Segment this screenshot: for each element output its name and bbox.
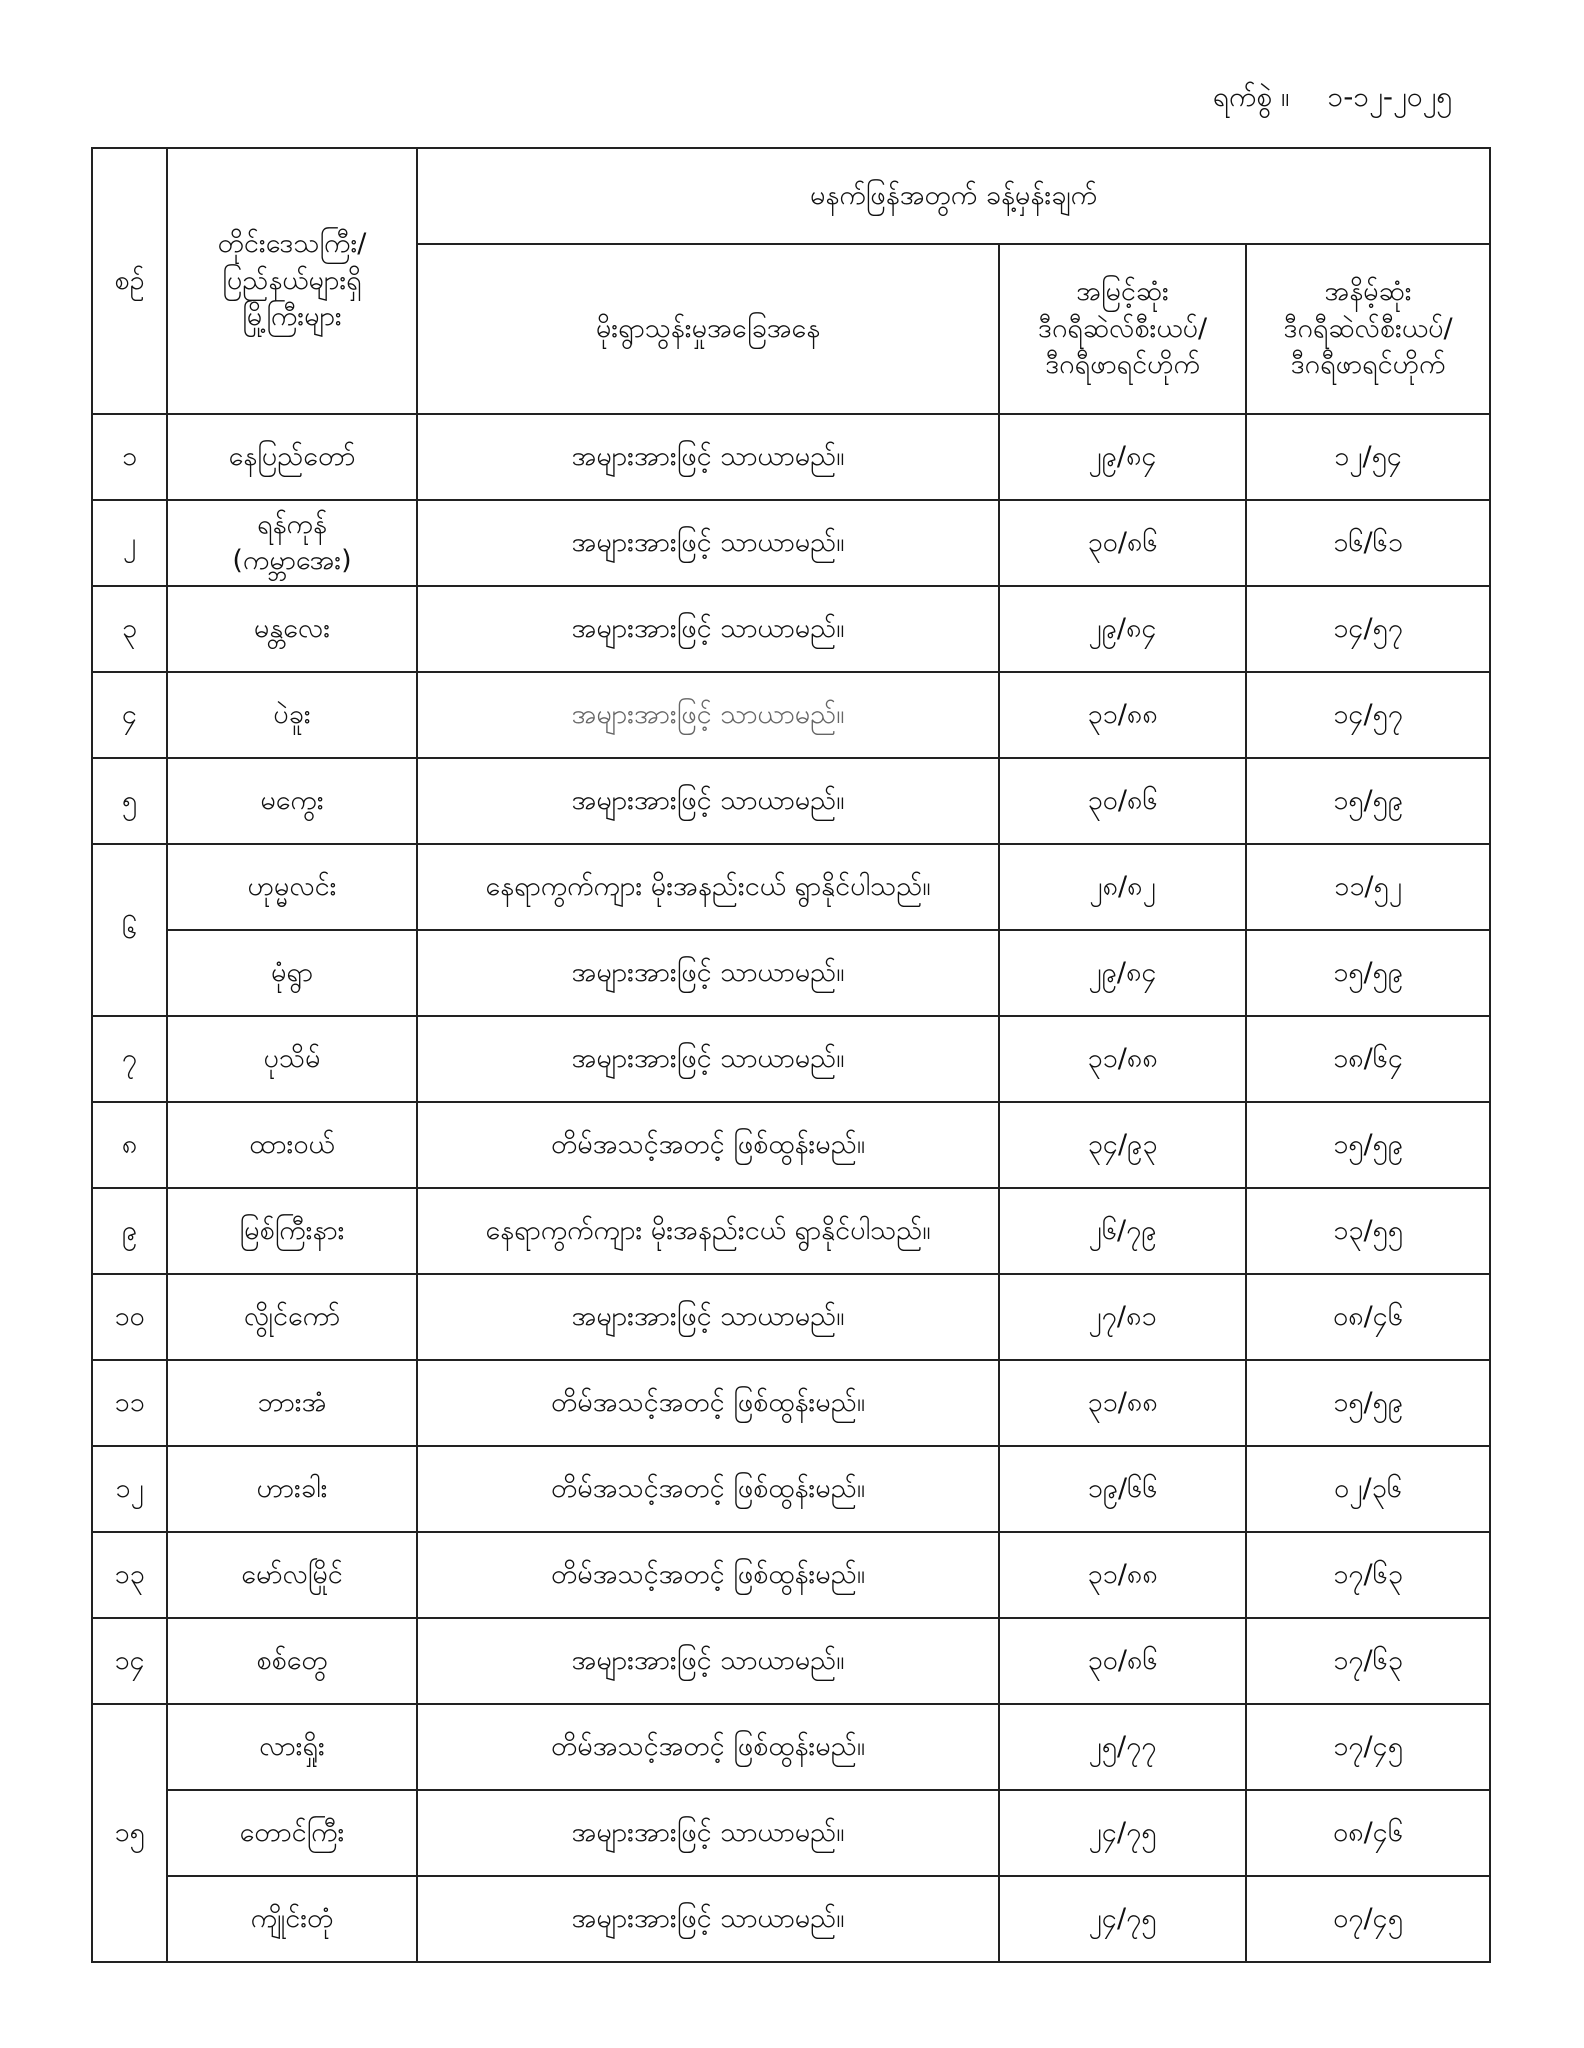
cell-max-temp: ၂၄/၇၅ — [999, 1790, 1246, 1876]
cell-min-temp: ၁၈/၆၄ — [1246, 1016, 1490, 1102]
city-name: မုံရွာ — [270, 956, 314, 988]
header-forecast-group: မနက်ဖြန်အတွက် ခန့်မှန်းချက် — [417, 148, 1490, 244]
table-row — [92, 586, 1490, 672]
city-name: ကျိုင်းတုံ — [250, 1902, 334, 1934]
table-row — [92, 930, 1490, 1016]
city-name: ဘားအံ — [257, 1386, 327, 1418]
cell-rain-condition: နေရာကွက်ကျား မိုးအနည်းငယ် ရွာနိုင်ပါသည်။ — [417, 1188, 999, 1274]
cell-rain-condition: အများအားဖြင့် သာယာမည်။ — [417, 1016, 999, 1102]
cell-min-temp: ၀၈/၄၆ — [1246, 1790, 1490, 1876]
cell-min-temp: ၁၄/၅၇ — [1246, 586, 1490, 672]
cell-rain-condition: တိမ်အသင့်အတင့် ဖြစ်ထွန်းမည်။ — [417, 1102, 999, 1188]
table-row — [92, 1360, 1490, 1446]
cell-min-temp: ၁၃/၅၅ — [1246, 1188, 1490, 1274]
cell-city — [167, 414, 417, 500]
cell-rain-condition: အများအားဖြင့် သာယာမည်။ — [417, 930, 999, 1016]
table-row — [92, 1016, 1490, 1102]
cell-min-temp: ၁၅/၅၉ — [1246, 758, 1490, 844]
city-subname: (ကမ္ဘာအေး) — [232, 545, 352, 576]
cell-rain-condition: နေရာကွက်ကျား မိုးအနည်းငယ် ရွာနိုင်ပါသည်။ — [417, 844, 999, 930]
table-row — [92, 1790, 1490, 1876]
cell-max-temp: ၃၀/၈၆ — [999, 758, 1246, 844]
header-city: တိုင်းဒေသကြီး/ ပြည်နယ်များရှိ မြို့ကြီးများ — [167, 148, 417, 414]
cell-min-temp: ၁၅/၅၉ — [1246, 930, 1490, 1016]
city-name: လားရှိုး — [259, 1730, 325, 1762]
cell-city — [167, 672, 417, 758]
cell-serial-number: ၈ — [92, 1102, 167, 1188]
cell-min-temp: ၀၈/၄၆ — [1246, 1274, 1490, 1360]
cell-city — [167, 844, 417, 930]
cell-city — [167, 758, 417, 844]
city-name: ရန်ကုန် — [257, 508, 327, 540]
cell-min-temp: ၁၁/၅၂ — [1246, 844, 1490, 930]
city-name: ပုသိမ် — [263, 1042, 321, 1074]
table-row — [92, 1618, 1490, 1704]
cell-city — [167, 1704, 417, 1790]
cell-rain-condition: အများအားဖြင့် သာယာမည်။ — [417, 1618, 999, 1704]
weather-forecast-table — [91, 147, 1491, 1963]
city-name: စစ်တွေ — [256, 1644, 328, 1676]
cell-max-temp: ၃၁/၈၈ — [999, 1360, 1246, 1446]
city-name: မကွေး — [260, 784, 324, 816]
city-name: လွိုင်ကော် — [243, 1300, 341, 1332]
cell-max-temp: ၂၄/၇၅ — [999, 1876, 1246, 1962]
cell-max-temp: ၃၄/၉၃ — [999, 1102, 1246, 1188]
cell-rain-condition: တိမ်အသင့်အတင့် ဖြစ်ထွန်းမည်။ — [417, 1704, 999, 1790]
city-name: ထားဝယ် — [249, 1128, 335, 1160]
cell-max-temp: ၂၉/၈၄ — [999, 930, 1246, 1016]
table-row — [92, 414, 1490, 500]
cell-rain-condition: အများအားဖြင့် သာယာမည်။ — [417, 1790, 999, 1876]
table-row — [92, 1274, 1490, 1360]
cell-serial-number: ၅ — [92, 758, 167, 844]
date-value: ၁-၁၂-၂၀၂၅ — [1327, 80, 1452, 113]
cell-serial-number: ၄ — [92, 672, 167, 758]
cell-city — [167, 1360, 417, 1446]
cell-city — [167, 586, 417, 672]
city-name: ဟားခါး — [256, 1472, 328, 1504]
header-max-temp: အမြင့်ဆုံး ဒီဂရီဆဲလ်စီးယပ်/ ဒီဂရီဖာရင်ဟိုက် — [999, 244, 1246, 414]
table-row — [92, 1532, 1490, 1618]
cell-rain-condition: တိမ်အသင့်အတင့် ဖြစ်ထွန်းမည်။ — [417, 1360, 999, 1446]
cell-city — [167, 1274, 417, 1360]
cell-min-temp: ၀၂/၃၆ — [1246, 1446, 1490, 1532]
date-label: ရက်စွဲ ။ — [1212, 80, 1290, 113]
cell-rain-condition: အများအားဖြင့် သာယာမည်။ — [417, 1274, 999, 1360]
cell-max-temp: ၂၅/၇၇ — [999, 1704, 1246, 1790]
cell-rain-condition: အများအားဖြင့် သာယာမည်။ — [417, 586, 999, 672]
city-name: မန္တလေး — [253, 612, 331, 644]
cell-serial-number: ၉ — [92, 1188, 167, 1274]
cell-min-temp: ၁၇/၆၃ — [1246, 1618, 1490, 1704]
cell-city — [167, 1446, 417, 1532]
cell-max-temp: ၂၆/၇၉ — [999, 1188, 1246, 1274]
city-name: မြစ်ကြီးနား — [239, 1214, 345, 1246]
cell-min-temp: ၁၇/၄၅ — [1246, 1704, 1490, 1790]
cell-serial-number: ၁၀ — [92, 1274, 167, 1360]
cell-serial-number: ၆ — [92, 844, 167, 1016]
city-name: နေပြည်တော် — [228, 440, 356, 472]
cell-serial-number: ၇ — [92, 1016, 167, 1102]
cell-city — [167, 1102, 417, 1188]
cell-serial-number: ၁၁ — [92, 1360, 167, 1446]
cell-max-temp: ၃၁/၈၈ — [999, 1532, 1246, 1618]
city-name: ပဲခူး — [273, 698, 311, 730]
header-serial-number: စဉ် — [92, 148, 167, 414]
cell-rain-condition: အများအားဖြင့် သာယာမည်။ — [417, 758, 999, 844]
cell-serial-number: ၁ — [92, 414, 167, 500]
cell-serial-number: ၃ — [92, 586, 167, 672]
table-row — [92, 1446, 1490, 1532]
table-row — [92, 1876, 1490, 1962]
cell-min-temp: ၁၇/၆၃ — [1246, 1532, 1490, 1618]
cell-max-temp: ၃၁/၈၈ — [999, 672, 1246, 758]
header-min-temp: အနိမ့်ဆုံး ဒီဂရီဆဲလ်စီးယပ်/ ဒီဂရီဖာရင်ဟိုက် — [1246, 244, 1490, 414]
table-body — [92, 414, 1490, 1962]
cell-rain-condition: အများအားဖြင့် သာယာမည်။ — [417, 500, 999, 586]
cell-city — [167, 930, 417, 1016]
table-row — [92, 844, 1490, 930]
cell-max-temp: ၂၈/၈၂ — [999, 844, 1246, 930]
city-name: တောင်ကြီး — [239, 1816, 345, 1848]
cell-city — [167, 1618, 417, 1704]
cell-min-temp: ၁၄/၅၇ — [1246, 672, 1490, 758]
cell-rain-condition: အများအားဖြင့် သာယာမည်။ — [417, 414, 999, 500]
date-line — [1213, 78, 1452, 120]
cell-serial-number: ၂ — [92, 500, 167, 586]
cell-serial-number: ၁၄ — [92, 1618, 167, 1704]
table-row — [92, 758, 1490, 844]
cell-city — [167, 1876, 417, 1962]
table-row — [92, 672, 1490, 758]
cell-max-temp: ၃၀/၈၆ — [999, 1618, 1246, 1704]
cell-max-temp: ၃၁/၈၈ — [999, 1016, 1246, 1102]
cell-serial-number: ၁၅ — [92, 1704, 167, 1962]
cell-city — [167, 1016, 417, 1102]
cell-rain-condition: အများအားဖြင့် သာယာမည်။ — [417, 1876, 999, 1962]
cell-min-temp: ၁၅/၅၉ — [1246, 1360, 1490, 1446]
cell-min-temp: ၁၅/၅၉ — [1246, 1102, 1490, 1188]
table-row — [92, 1102, 1490, 1188]
cell-city — [167, 1188, 417, 1274]
cell-city — [167, 1790, 417, 1876]
cell-rain-condition: တိမ်အသင့်အတင့် ဖြစ်ထွန်းမည်။ — [417, 1446, 999, 1532]
cell-min-temp: ၀၇/၄၅ — [1246, 1876, 1490, 1962]
table-row — [92, 1704, 1490, 1790]
cell-max-temp: ၃၀/၈၆ — [999, 500, 1246, 586]
table-row — [92, 500, 1490, 586]
city-name: မော်လမြိုင် — [241, 1558, 343, 1590]
cell-serial-number: ၁၂ — [92, 1446, 167, 1532]
cell-max-temp: ၂၉/၈၄ — [999, 586, 1246, 672]
cell-max-temp: ၂၇/၈၁ — [999, 1274, 1246, 1360]
cell-city — [167, 500, 417, 586]
table-row — [92, 1188, 1490, 1274]
cell-min-temp: ၁၂/၅၄ — [1246, 414, 1490, 500]
cell-rain-condition: အများအားဖြင့် သာယာမည်။ — [417, 672, 999, 758]
header-rain-condition: မိုးရွာသွန်းမှုအခြေအနေ — [417, 244, 999, 414]
city-name: ဟုမ္မလင်း — [247, 870, 337, 902]
cell-serial-number: ၁၃ — [92, 1532, 167, 1618]
cell-rain-condition: တိမ်အသင့်အတင့် ဖြစ်ထွန်းမည်။ — [417, 1532, 999, 1618]
cell-min-temp: ၁၆/၆၁ — [1246, 500, 1490, 586]
cell-city — [167, 1532, 417, 1618]
cell-max-temp: ၁၉/၆၆ — [999, 1446, 1246, 1532]
cell-max-temp: ၂၉/၈၄ — [999, 414, 1246, 500]
